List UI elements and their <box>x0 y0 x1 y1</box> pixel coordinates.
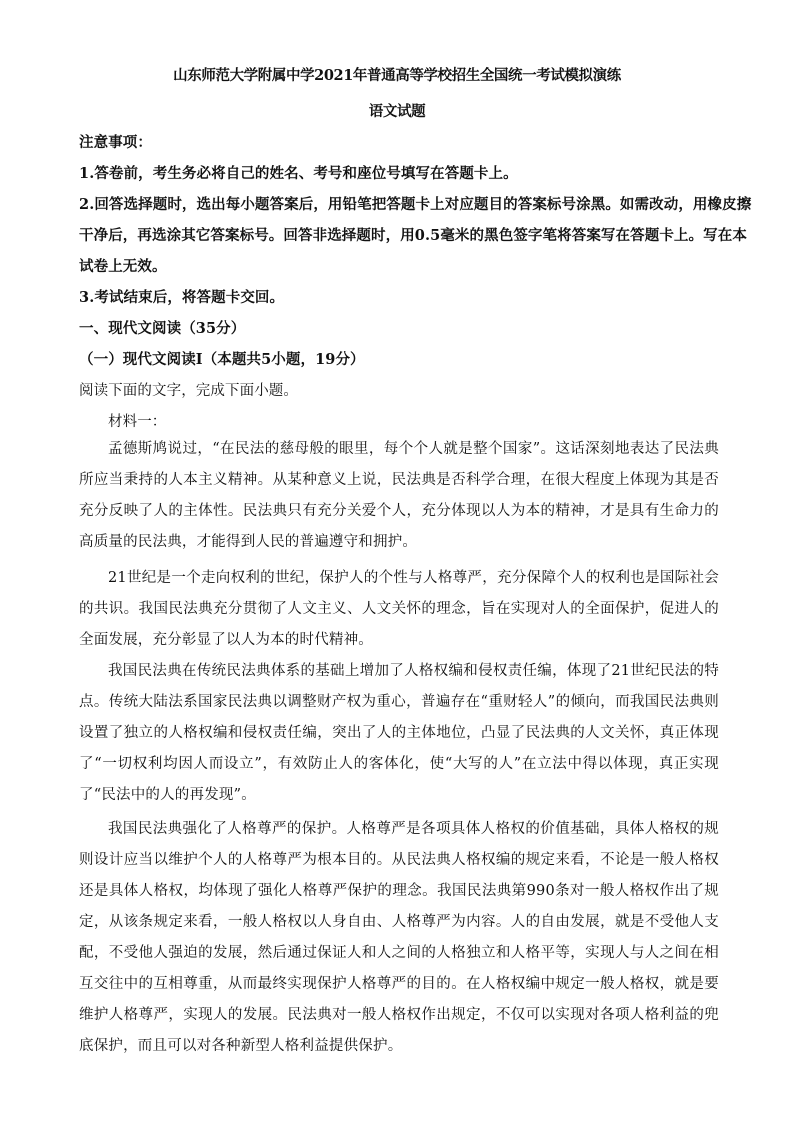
notice-item-1: 1.答卷前，考生务必将自己的姓名、考号和座位号填写在答题卡上。 <box>79 165 518 182</box>
reading-instruction: 阅读下面的文字，完成下面小题。 <box>79 383 298 399</box>
paragraph-2: 21世纪是一个走向权利的世纪，保护人的个性与人格尊严，充分保障个人的权利也是国际社会的共识。我国民法典充分贯彻了人文主义、人文关怀的理念，旨在实现对人的全面保护，促进人的全面发展，充分彰显了以人为本的时代精神。 <box>79 570 719 648</box>
paragraph-1: 孟德斯鸠说过，“在民法的慈母般的眼里，每个个人就是整个国家”。这话深刻地表达了民法典所应当秉持的人本主义精神。从某种意义上说，民法典是否科学合理，在很大程度上体现为其是否充分反映了人的主体性。民法典只有充分关爱个人，充分体现以人为本的精神，才是具有生命力的高质量的民法典，才能得到人民的普遍遵守和拥护。 <box>79 441 719 550</box>
section-heading: 一、现代文阅读（35分） <box>79 320 246 337</box>
notice-heading: 注意事项： <box>79 134 152 151</box>
paragraph-4: 我国民法典强化了人格尊严的保护。人格尊严是各项具体人格权的价值基础，具体人格权的规则设计应当以维护个人的人格尊严为根本目的。从民法典人格权编的规定来看，不论是一般人格权还是具体人格权，均体现了强化人格尊严保护的理念。我国民法典第990条对一般人格权作出了规定，从该条规定来看，一般人格权以人身自由、人格尊严为内容。人的自由发展，就是不受他人支配，不受他人强迫的发展，然后通过保证人和人之间的人格独立和人格平等，实现人与人之间在相互交往中的互相尊重，从而最终实现保护人格尊严的目的。在人格权编中规定一般人格权，就是要维护人格尊严，实现人的发展。民法典对一般人格权作出规定，不仅可以实现对各项人格利益的兜底保护，而且可以对各种新型人格利益提供保护。 <box>79 821 719 1054</box>
exam-title: 山东师范大学附属中学2021年普通高等学校招生全国统一考试模拟演练 <box>173 67 621 84</box>
notice-item-2-line-2: 干净后，再选涂其它答案标号。回答非选择题时，用0.5毫米的黑色签字笔将答案写在答题卡上。写在本 <box>79 227 747 244</box>
exam-subtitle: 语文试题 <box>368 103 426 120</box>
notice-item-2-line-3: 试卷上无效。 <box>79 258 167 275</box>
material-label: 材料一： <box>108 414 167 430</box>
paragraph-3: 我国民法典在传统民法典体系的基础上增加了人格权编和侵权责任编，体现了21世纪民法的特点。传统大陆法系国家民法典以调整财产权为重心，普遍存在“重财轻人”的倾向，而我国民法典则设置了独立的人格权编和侵权责任编，突出了人的主体地位，凸显了民法典的人文关怀，真正体现了“一切权利均因人而设立”，有效防止人的客体化，使“大写的人”在立法中得以体现，真正实现了“民法中的人的再发现”。 <box>79 663 719 803</box>
section-subheading: （一）现代文阅读Ⅰ（本题共5小题，19分） <box>79 351 365 368</box>
notice-item-2-line-1: 2.回答选择题时，选出每小题答案后，用铅笔把答题卡上对应题目的答案标号涂黑。如需改动，用橡皮擦 <box>79 196 752 213</box>
notice-item-3: 3.考试结束后，将答题卡交回。 <box>79 289 285 306</box>
